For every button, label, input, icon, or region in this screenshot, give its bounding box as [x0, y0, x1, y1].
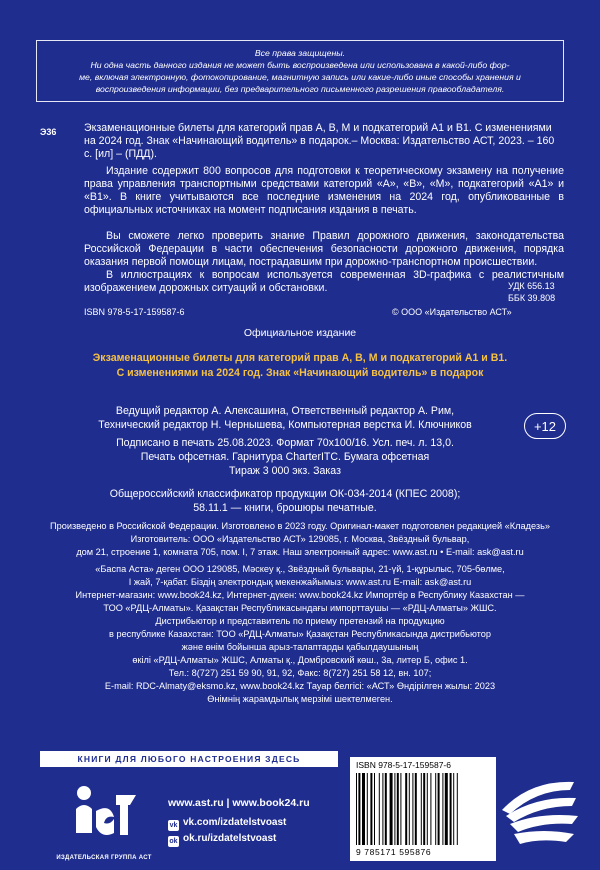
kazakh-line: Өнімнің жарамдылық мерзімі шектелмеген. — [207, 694, 393, 704]
print-info-block — [60, 436, 510, 478]
edition-title — [40, 351, 560, 381]
editors-line: Ведущий редактор А. Алексашина, Ответственный редактор А. Рим, — [115, 405, 455, 417]
social-text: vk.com/izdatelstvoast — [183, 817, 287, 828]
rights-title: Все права защищены. — [254, 48, 346, 58]
production-line: Изготовитель: ООО «Издательство АСТ» 129085, г. Москва, Звёздный бульвар, — [130, 534, 470, 544]
barcode-bar — [379, 773, 380, 845]
websites: www.ast.ru | www.book24.ru — [168, 797, 310, 809]
barcode-bar — [374, 773, 375, 845]
production-line: дом 21, строение 1, комната 705, пом. I, 7 этаж. Наш электронный адрес: www.ast.ru • E-mail: ask@ast.ru — [76, 547, 524, 557]
kazakh-line: Тел.: 8(727) 251 59 90, 91, 92, Факс: 8(727) 251 58 12, вн. 107; — [168, 668, 432, 678]
print-info-line: Тираж 3 000 экз. Заказ — [229, 465, 341, 477]
editors-block — [60, 404, 510, 432]
copyright: © ООО «Издательство АСТ» — [392, 307, 512, 317]
barcode-bar — [423, 773, 425, 845]
barcode-bar — [438, 773, 440, 845]
social-link-ok — [168, 833, 276, 847]
classifier-line: 58.11.1 — книги, брошюры печатные. — [193, 502, 377, 514]
description-paragraph: В иллюстрациях к вопросам используется современная 3D-графика с реалистичным изображением дорожных ситуаций и обстановки. — [84, 269, 564, 294]
social-link-vk — [168, 817, 286, 831]
barcode-bar — [442, 773, 443, 845]
kazakh-line: в республике Казахстан: ТОО «РДЦ-Алматы» Қазақстан Республикасында дистрибьютор — [109, 629, 491, 639]
edition-title-line: Экзаменационные билеты для категорий прав A, B, M и подкатегорий A1 и B1. — [92, 352, 508, 364]
barcode-bar — [430, 773, 431, 845]
rights-notice-box — [36, 40, 564, 102]
barcode-bar — [370, 773, 372, 845]
barcode-bar — [412, 773, 413, 845]
production-line: Произведено в Российской Федерации. Изготовлено в 2023 году. Оригинал-макет подготовлен редакцией «Кладезь» — [50, 521, 550, 531]
isbn: ISBN 978-5-17-159587-6 — [84, 307, 185, 317]
edition-title-line: С изменениями на 2024 год. Знак «Начинающий водитель» в подарок — [116, 367, 484, 379]
barcode-bar — [400, 773, 401, 845]
vk-icon: vk — [169, 822, 178, 829]
logo-caption: ИЗДАТЕЛЬСКАЯ ГРУППА АСТ — [56, 855, 152, 861]
ok-icon: ok — [169, 838, 178, 845]
print-info-line: Подписано в печать 25.08.2023. Формат 70х100/16. Усл. печ. л. 13,0. — [116, 437, 454, 449]
book-pages-icon — [500, 770, 580, 850]
official-edition-label: Официальное издание — [243, 327, 357, 339]
barcode-bar — [409, 773, 410, 845]
kazakh-line: және өнім бойынша арыз-талаптарды қабылдаушының — [181, 642, 419, 652]
bibliographic-record: Экзаменационные билеты для категорий прав A, B, M и подкатегорий A1 и B1. С изменениями на 2024 год. Знак «Начинающий водитель» в подарок.– Москва: Издательство АСТ, 2023. – 160 с. [ил] – (ПДД). — [84, 122, 555, 160]
kazakh-line: I жай, 7-қабат. Біздің электрондық мекенжайымыз: www.ast.ru E-mail: ask@ast.ru — [128, 577, 472, 587]
social-text: ok.ru/izdatelstvoast — [183, 833, 277, 844]
slogan-banner: КНИГИ ДЛЯ ЛЮБОГО НАСТРОЕНИЯ ЗДЕСЬ — [40, 751, 338, 767]
barcode-icon — [356, 773, 490, 845]
barcode-bar — [394, 773, 395, 845]
author-sign: Э36 — [40, 127, 57, 137]
barcode-bar — [450, 773, 452, 845]
barcode-bar — [367, 773, 368, 845]
kazakh-line: «Баспа Аста» деген ООО 129085, Мәскеу қ., Звёздный бульвары, 21-үй, 1-құрылыс, 705-бөлме, — [95, 564, 505, 574]
bbk-code: ББК 39.808 — [508, 293, 556, 303]
ast-logo-icon — [70, 781, 140, 851]
barcode-bar — [415, 773, 417, 845]
kazakh-line: E-mail: RDC-Almaty@eksmo.kz, www.book24.kz Тауар белгісі: «АСТ» Өндірілген жылы: 2023 — [104, 681, 496, 691]
udk-code: УДК 656.13 — [508, 281, 555, 291]
barcode-bar — [397, 773, 399, 845]
rights-line: ме, включая электронную, фотокопирование, магнитную запись или какие-либо иные способы хранения и — [79, 72, 521, 82]
barcode-bar — [356, 773, 357, 845]
classifier-block — [60, 487, 510, 515]
editors-line: Технический редактор Н. Чернышева, Компьютерная верстка И. Ключников — [98, 419, 472, 431]
barcode-bar — [445, 773, 448, 845]
production-block — [26, 520, 574, 559]
barcode-bar — [435, 773, 436, 845]
kazakh-line: өкілі «РДЦ-Алматы» ЖШС, Алматы қ., Домбровский көш., 3а, литер Б, офис 1. — [132, 655, 468, 665]
print-info-line: Печать офсетная. Гарнитура CharterITC. Бумага офсетная — [140, 451, 430, 463]
description-paragraph: Издание содержит 800 вопросов для подготовки к теоретическому экзамену на получение права управления транспортными средствами категорий «A», «B», «M», подкатегорий «A1» и «B1». В книге учитываются все последние изменения на 2024 год, опубликованные в официальных источниках на момент подписания издания в печать. — [84, 165, 564, 216]
rights-line: Ни одна часть данного издания не может быть воспроизведена или использована в какой-либо фор- — [90, 60, 510, 70]
kazakh-info-block — [26, 563, 574, 706]
barcode-bar — [362, 773, 365, 845]
barcode-bar — [358, 773, 360, 845]
kazakh-line: ТОО «РДЦ-Алматы». Қазақстан Республикасындағы импорттаушы — «РДЦ-Алматы» ЖШС. — [103, 603, 497, 613]
age-rating-badge: +12 — [524, 413, 566, 439]
barcode-number: 9 785171 595876 — [356, 847, 432, 857]
barcode-bar — [421, 773, 422, 845]
barcode-bar — [405, 773, 407, 845]
rights-line: воспроизведения информации, без предварительного письменного разрешения правообладателя. — [95, 84, 505, 94]
barcode-bar — [457, 773, 458, 845]
description-paragraph: Вы сможете легко проверить знание Правил дорожного движения, законодательства Российской Федерации в части обеспечения безопасности дорожного движения, порядка оказания первой помощи лицам, пострадавшим при дорожно-транспортном происшествии. — [84, 230, 564, 268]
barcode-bar — [427, 773, 428, 845]
barcode-bar — [390, 773, 393, 845]
kazakh-line: Интернет-магазин: www.book24.kz, Интернет-дүкен: www.book24.kz Импортёр в Республику Казахстан — — [75, 590, 525, 600]
barcode-box — [350, 757, 496, 861]
kazakh-line: Дистрибьютор и представитель по приему претензий на продукцию — [155, 616, 445, 626]
barcode-isbn: ISBN 978-5-17-159587-6 — [356, 760, 451, 770]
barcode-bar — [385, 773, 387, 845]
barcode-bar — [453, 773, 454, 845]
classifier-line: Общероссийский классификатор продукции ОК-034-2014 (КПЕС 2008); — [109, 488, 461, 500]
barcode-bar — [382, 773, 383, 845]
